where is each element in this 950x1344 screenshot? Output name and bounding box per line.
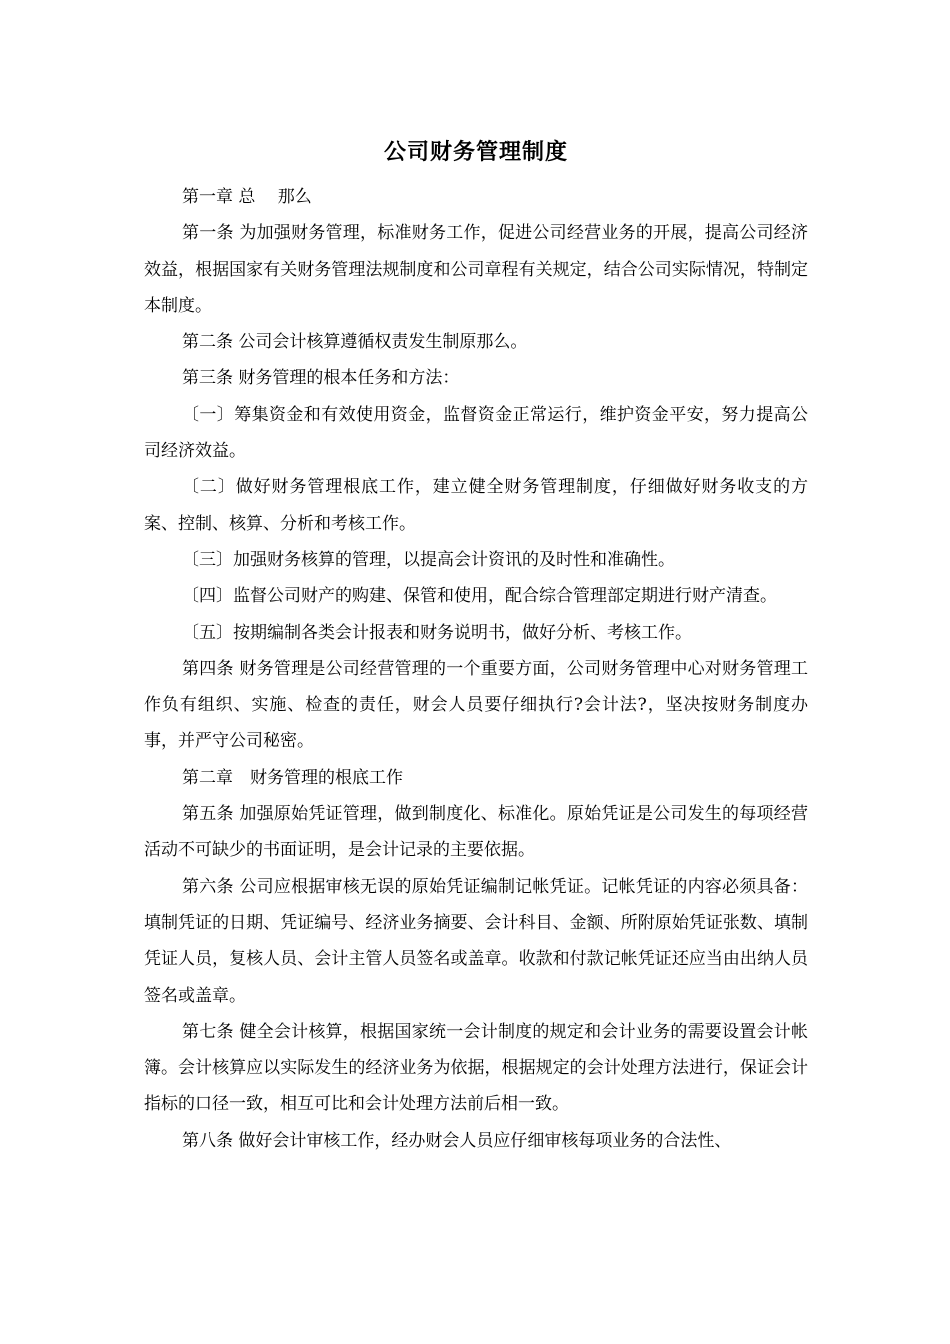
document-title: 公司财务管理制度 xyxy=(383,139,568,165)
article-8: 第八条 做好会计审核工作，经办财会人员应仔细审核每项业务的合法性、 xyxy=(182,1130,732,1151)
article-3: 第三条 财务管理的根本任务和方法： xyxy=(182,368,460,389)
article-7: 第七条 健全会计核算，根据国家统一会计制度的规定和会计业务的需要设置会计帐簿。会计核算应以实际发生的经济业务为依据，根据规定的会计处理方法进行，保证会计指标的口径一致，相互可比和会计处理方法前后相一致。 xyxy=(144,1021,808,1115)
article-6: 第六条 公司应根据审核无误的原始凭证编制记帐凭证。记帐凭证的内容必须具备：填制凭证的日期、凭证编号、经济业务摘要、会计科目、金额、所附原始凭证张数、填制凭证人员，复核人员、会计主管人员签名或盖章。收款和付款记帐凭证还应当由出纳人员签名或盖章。 xyxy=(144,876,808,1006)
article-3-item-4: 〔四〕监督公司财产的购建、保管和使用，配合综合管理部定期进行财产清查。 xyxy=(182,586,777,607)
article-3-item-1: 〔一〕筹集资金和有效使用资金，监督资金正常运行，维护资金平安，努力提高公司经济效益。 xyxy=(144,404,808,462)
document-page xyxy=(144,126,808,1159)
article-3-item-2: 〔二〕做好财务管理根底工作，建立健全财务管理制度，仔细做好财务收支的方案、控制、核算、分析和考核工作。 xyxy=(144,477,808,534)
chapter-2-heading: 第二章 财务管理的根底工作 xyxy=(182,767,403,788)
chapter-1-heading: 第一章 总 那么 xyxy=(182,187,312,207)
article-5: 第五条 加强原始凭证管理，做到制度化、标准化。原始凭证是公司发生的每项经营活动不可缺少的书面证明，是会计记录的主要依据。 xyxy=(144,804,808,861)
article-3-item-3: 〔三〕加强财务核算的管理，以提高会计资讯的及时性和准确性。 xyxy=(182,549,675,570)
article-1: 第一条 为加强财务管理，标准财务工作，促进公司经营业务的开展，提高公司经济效益，根据国家有关财务管理法规制度和公司章程有关规定，结合公司实际情况，特制定本制度。 xyxy=(144,223,808,316)
article-2: 第二条 公司会计核算遵循权责发生制原那么。 xyxy=(182,332,528,353)
article-4: 第四条 财务管理是公司经营管理的一个重要方面，公司财务管理中心对财务管理工作负有组织、实施、检查的责任，财会人员要仔细执行?会计法?，坚决按财务制度办事，并严守公司秘密。 xyxy=(144,658,808,752)
article-3-item-5: 〔五〕按期编制各类会计报表和财务说明书，做好分析、考核工作。 xyxy=(182,622,692,643)
